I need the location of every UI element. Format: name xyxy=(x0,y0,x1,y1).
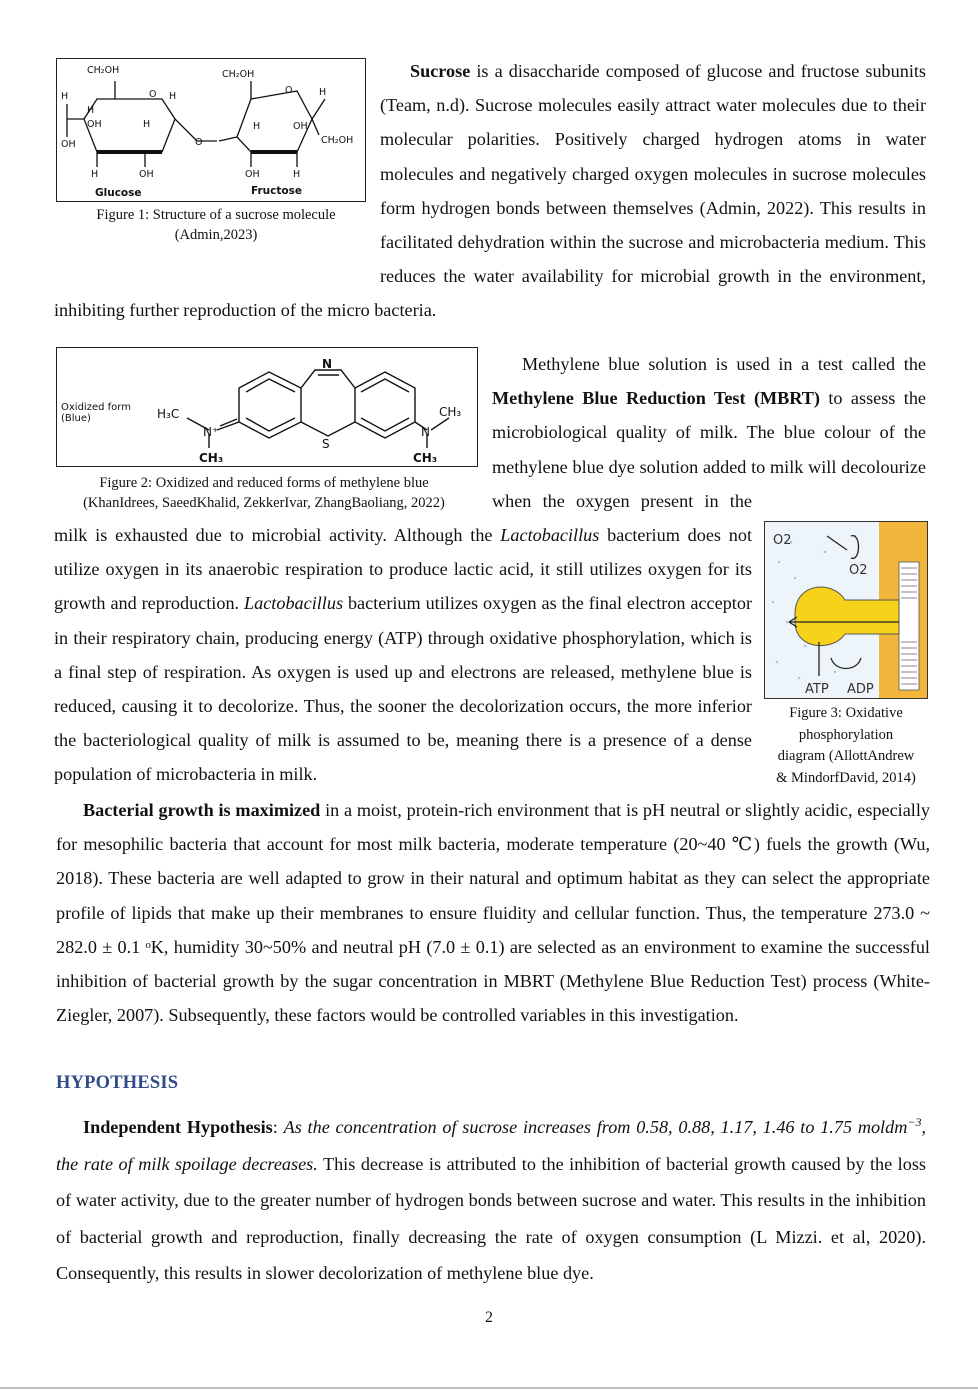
svg-text:O: O xyxy=(149,89,157,100)
figure-3-caption-line1: Figure 3: Oxidative xyxy=(789,705,903,721)
svg-text:OH: OH xyxy=(139,169,154,180)
paragraph-bacterial-growth xyxy=(56,793,930,1032)
lactobacillus-term-2: Lactobacillus xyxy=(244,593,344,614)
svg-text:O: O xyxy=(285,85,293,96)
svg-text:S: S xyxy=(322,437,330,451)
svg-text:N⁺: N⁺ xyxy=(203,425,219,439)
page-number: 2 xyxy=(485,1309,493,1326)
paragraph-hypothesis xyxy=(56,1104,926,1292)
mbrt-text-4: bacterium utilizes oxygen as the final electron acceptor in their respiratory chain, producing energy (ATP) through oxidative phosphorylation, which is a final step of respiration. As oxygen is used up and electrons are released, methylene blue is reduced, causing it to decolorize. Thus, the sooner the decolorization occurs, the more inferior the bacteriological quality of milk is assumed to be, meaning there is a presence of a dense population of microbacteria in milk. xyxy=(54,593,753,785)
mbrt-text-3: bacterium does not utilize oxygen in its anaerobic respiration to produce lactic acid, it still utilizes oxygen for its growth and reproduction. xyxy=(54,525,753,614)
svg-text:CH₂OH: CH₂OH xyxy=(321,135,354,146)
svg-text:H: H xyxy=(253,121,261,132)
o2-left-label: O2 xyxy=(773,533,792,548)
svg-text:CH₃: CH₃ xyxy=(439,405,462,419)
figure-2-caption-line2: (KhanIdrees, SaeedKhalid, ZekkerIvar, ZhangBaoliang, 2022) xyxy=(83,495,445,511)
oxidized-form-label: Oxidized form (Blue) xyxy=(61,402,131,424)
bacterial-growth-term: Bacterial growth is maximized xyxy=(83,800,321,820)
figure-1-caption-line2: (Admin,2023) xyxy=(174,227,258,243)
sucrose-text: is a disaccharide composed of glucose and fructose subunits (Team, n.d). Sucrose molecules easily attract water molecules due to their molecular polarities. Positively charged hydrogen atoms in water molecules and negatively charged oxygen molecules in sucrose molecules form hydrogen bonds between themselves (Admin, 2022). This results in facilitated dehydration within the sucrose and microbacteria medium. This reduces the water availability for microbial growth in the environment, inhibiting further reproduction of the micro bacteria. xyxy=(54,61,926,321)
page-bottom-border xyxy=(0,1387,978,1389)
svg-text:OH: OH xyxy=(293,121,308,132)
adp-label: ADP xyxy=(847,682,874,697)
mbrt-text-1: Methylene blue solution is used in a test called the xyxy=(522,354,926,374)
sucrose-term: Sucrose xyxy=(410,61,471,81)
hypothesis-exponent: −3 xyxy=(907,1115,922,1129)
figure-3-caption-line4: & MindorfDavid, 2014) xyxy=(776,769,916,786)
hypothesis-colon: : xyxy=(272,1117,284,1138)
svg-text:O: O xyxy=(195,137,203,148)
o2-right-label: O2 xyxy=(849,563,868,578)
svg-text:OH: OH xyxy=(61,139,76,150)
svg-text:OH: OH xyxy=(245,169,260,180)
svg-text:CH₃: CH₃ xyxy=(413,451,438,465)
svg-text:H: H xyxy=(319,87,327,98)
lactobacillus-term-1: Lactobacillus xyxy=(500,525,600,546)
figure-3-caption-line3: diagram (AllottAndrew xyxy=(777,748,915,764)
svg-text:H: H xyxy=(87,105,95,116)
hypothesis-text: This decrease is attributed to the inhibition of bacterial growth caused by the loss of water activity, due to the greater number of hydrogen bonds between sucrose and water. This results in the inhibition of bacterial growth and reproduction, finally decreasing the rate of oxygen consumption (L Mizzi. et al, 2020). Consequently, this results in slower decolorization of methylene blue dye. xyxy=(56,1153,926,1284)
atp-label: ATP xyxy=(805,682,829,697)
svg-text:H: H xyxy=(91,169,99,180)
hypothesis-statement: As the concentration of sucrose increases from 0.58, 0.88, 1.17, 1.46 to 1.75 moldm xyxy=(283,1117,908,1138)
svg-text:CH₃: CH₃ xyxy=(199,451,224,465)
paragraph-sucrose xyxy=(54,54,926,328)
figure-2-caption-line1: Figure 2: Oxidized and reduced forms of methylene blue xyxy=(99,475,429,491)
mbrt-term: Methylene Blue Reduction Test (MBRT) xyxy=(492,388,820,409)
svg-text:H: H xyxy=(169,91,177,102)
svg-text:CH₂OH: CH₂OH xyxy=(87,65,120,76)
svg-text:H: H xyxy=(293,169,301,180)
svg-text:N: N xyxy=(322,357,333,371)
svg-text:OH: OH xyxy=(87,119,102,130)
hypothesis-heading: HYPOTHESIS xyxy=(56,1073,179,1093)
fructose-label: Fructose xyxy=(251,185,302,197)
svg-text:H: H xyxy=(61,91,69,102)
mbrt-text-2: to assess the microbiological quality of milk. The blue colour of the methylene blue dye solution added to milk will decolourize when the oxygen present in the milk is exhausted due to microbial activity. Although the xyxy=(54,388,926,546)
svg-text:CH₂OH: CH₂OH xyxy=(222,69,255,80)
svg-text:H: H xyxy=(143,119,151,130)
figure-1-caption-line1: Figure 1: Structure of a sucrose molecule xyxy=(96,207,336,223)
hypothesis-statement-end: , the rate of milk spoilage decreases. xyxy=(56,1117,926,1174)
svg-text:H₃C: H₃C xyxy=(157,407,180,421)
figure-3-caption-line2: phosphorylation xyxy=(798,726,894,743)
glucose-label: Glucose xyxy=(95,187,142,199)
bacterial-growth-text: in a moist, protein-rich environment that is pH neutral or slightly acidic, especially for mesophilic bacteria that account for most milk bacteria, moderate temperature (20~40 ℃) fuels the growth (Wu, 2018). These bacteria are well adapted to grow in their natural and optimum habitat as they can select the appropriate profile of lipids that make up their membranes to ensure fluidity and cellular function. Thus, the temperature 273.0 ~ 282.0 ± 0.1 ᵒK, humidity 30~50% and neutral pH (7.0 ± 0.1) are selected as an environment to examine the successful inhibition of bacterial growth by the sugar concentration in MBRT (Methylene Blue Reduction Test) process (White-Ziegler, 2007). Subsequently, these factors would be controlled variables in this investigation. xyxy=(56,800,930,1026)
independent-hypothesis-label: Independent Hypothesis xyxy=(83,1117,273,1138)
svg-text:N: N xyxy=(421,425,430,439)
